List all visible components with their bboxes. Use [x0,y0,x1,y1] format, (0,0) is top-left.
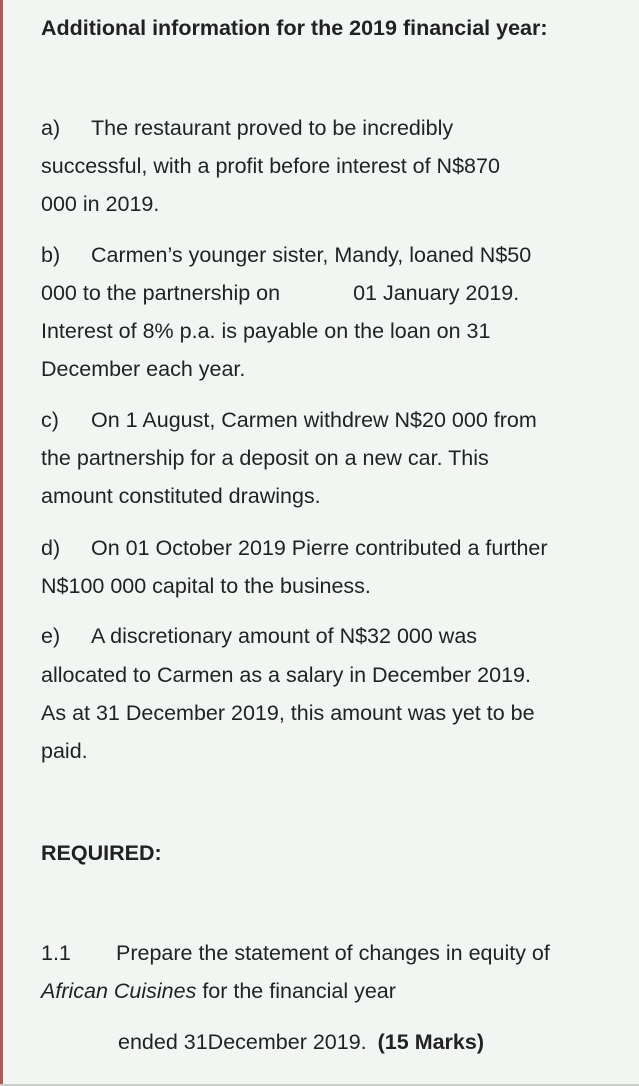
item-e-line-2: allocated to Carmen as a salary in December 2019. [41,663,531,687]
item-a-line-1 [41,115,453,141]
item-e-line-1 [41,623,477,649]
company-name: African Cuisines [41,979,197,1003]
item-e-line-4: paid. [41,739,88,763]
item-c-line-1 [41,407,537,433]
item-c-label: c) [41,408,59,432]
section-title: Additional information for the 2019 financial year: [41,16,548,40]
item-b-label: b) [41,243,61,267]
item-a-label: a) [41,116,61,140]
item-b-line-2 [41,280,519,306]
item-d-label: d) [41,536,61,560]
question-number: 1.1 [41,941,71,965]
item-d-line-1 [41,535,548,561]
item-a-line-2: successful, with a profit before interest of N$870 [41,154,500,178]
item-a-text-1: The restaurant proved to be incredibly [91,116,454,140]
left-margin-rule [0,0,3,1086]
item-c-line-2: the partnership for a deposit on a new car. This [41,446,489,470]
item-b-line-3: Interest of 8% p.a. is payable on the loan on 31 [41,319,491,343]
item-c-text-1: On 1 August, Carmen withdrew N$20 000 from [91,408,537,432]
item-c-line-3: amount constituted drawings. [41,484,321,508]
required-line-1 [41,940,550,966]
item-b-text-2b: 01 January 2019. [353,281,520,305]
item-e-text-1: A discretionary amount of N$32 000 was [91,624,478,648]
marks-label: (15 Marks) [377,1030,484,1054]
question-text-1: Prepare the statement of changes in equity of [116,941,550,965]
item-e-line-3: As at 31 December 2019, this amount was yet to be [41,701,535,725]
item-a-line-3: 000 in 2019. [41,192,160,216]
item-b-line-1 [41,242,531,268]
question-text-3: ended 31December 2019. [118,1030,367,1054]
item-b-text-1: Carmen’s younger sister, Mandy, loaned N$50 [91,243,532,267]
item-d-line-2: N$100 000 capital to the business. [41,574,371,598]
required-line-3 [118,1029,484,1055]
required-line-2 [41,978,396,1004]
question-text-2: for the financial year [196,979,396,1003]
required-heading: REQUIRED: [41,841,162,865]
item-b-text-2a: 000 to the partnership on [41,281,281,305]
item-d-text-1: On 01 October 2019 Pierre contributed a further [91,536,548,560]
item-b-line-4: December each year. [41,357,246,381]
item-e-label: e) [41,624,61,648]
